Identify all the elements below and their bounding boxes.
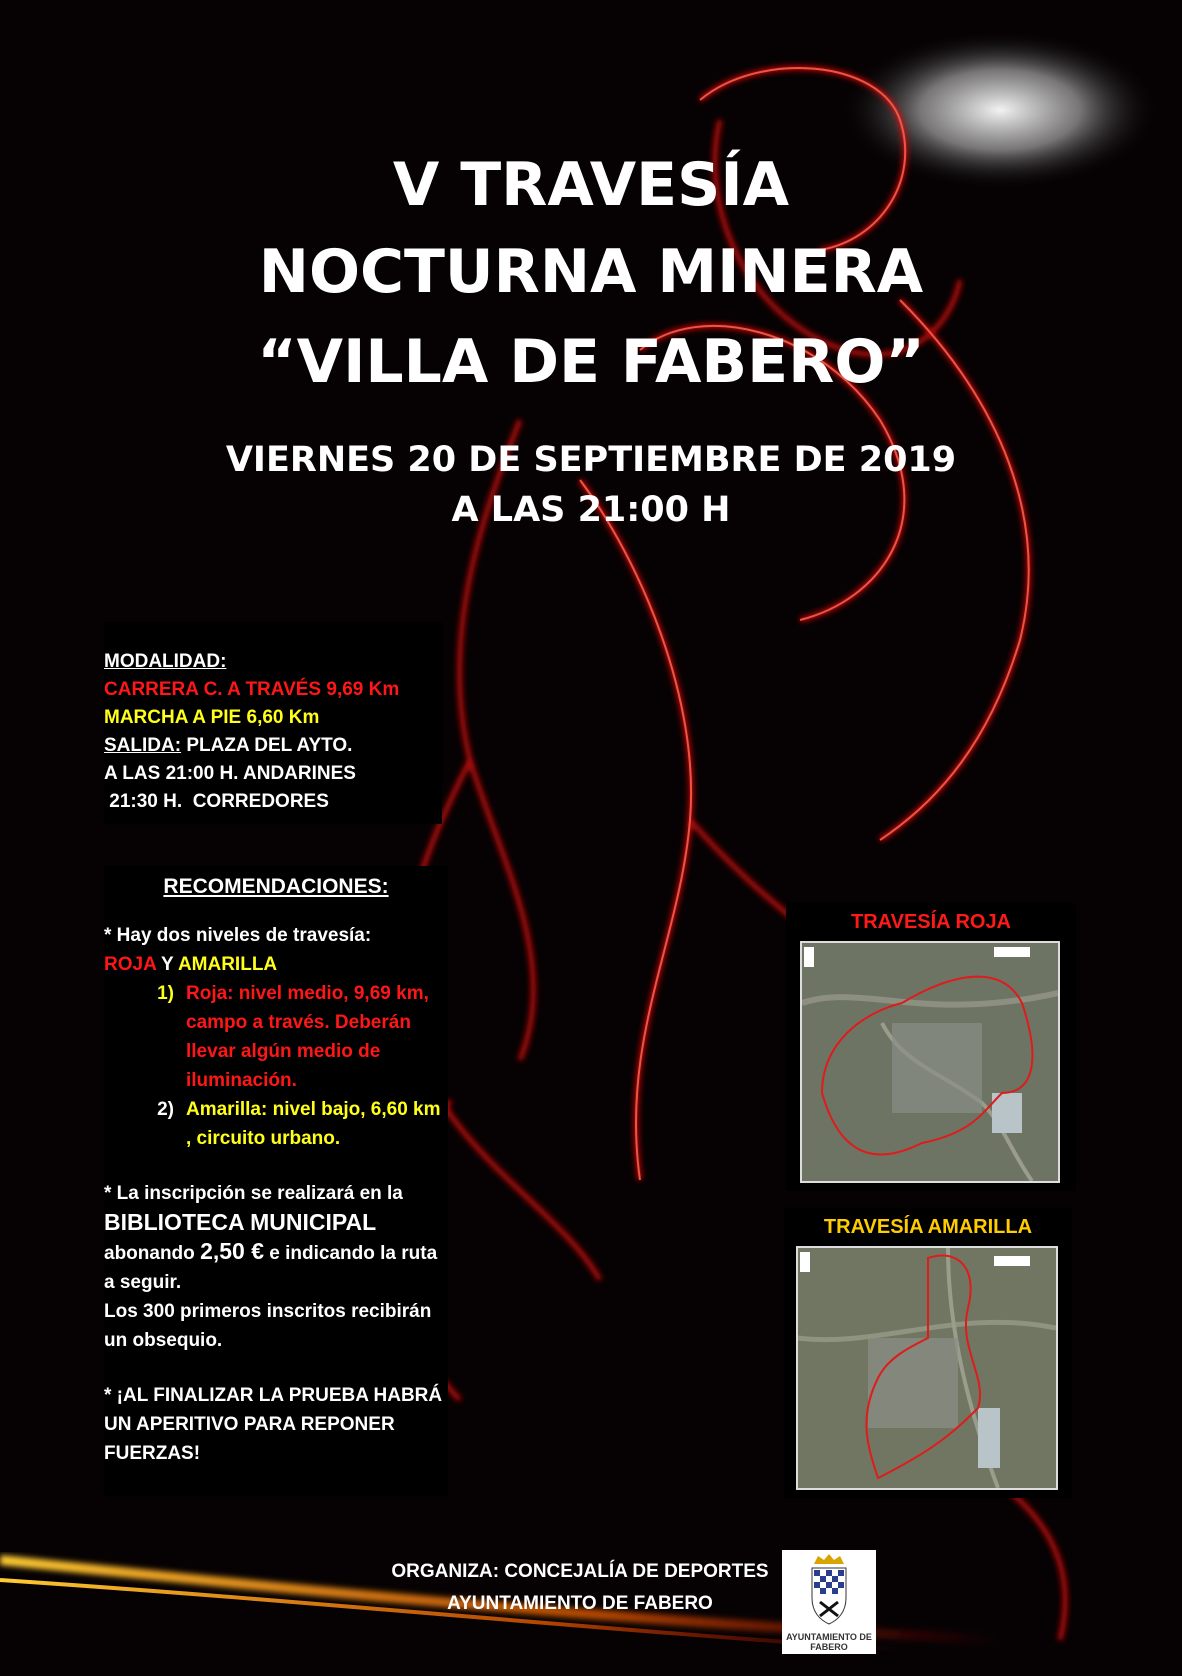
inscripcion-text: * La inscripción se realizará en la bbox=[104, 1183, 403, 1204]
modalidad-carrera: CARRERA C. A TRAVÉS 9,69 Km bbox=[104, 679, 400, 700]
modalidad-heading: MODALIDAD: bbox=[104, 651, 227, 672]
organizer-line-1: ORGANIZA: CONCEJALÍA DE DEPORTES bbox=[391, 1561, 769, 1582]
nivel-amarilla-item: 2) Amarilla: nivel bajo, 6,60 km , circuito urbano. bbox=[157, 1099, 441, 1149]
precio-text: abonando 2,50 € e indicando la ruta a seguir. bbox=[104, 1238, 438, 1293]
aperitivo-text: * ¡AL FINALIZAR LA PRUEBA HABRÁ UN APERITIVO PARA REPONER FUERZAS! bbox=[104, 1385, 443, 1464]
coat-of-arms-icon bbox=[782, 1550, 876, 1630]
title-line-2: NOCTURNA MINERA bbox=[258, 237, 924, 307]
logo-text: AYUNTAMIENTO DE FABERO bbox=[786, 1632, 872, 1652]
recomendaciones-box bbox=[104, 866, 448, 1496]
modalidad-box bbox=[104, 622, 442, 824]
recomendaciones-heading: RECOMENDACIONES: bbox=[163, 875, 389, 898]
map-box-amarilla bbox=[784, 1208, 1072, 1498]
event-time: A LAS 21:00 H bbox=[451, 490, 731, 530]
ayuntamiento-logo bbox=[782, 1550, 876, 1654]
biblioteca-text: BIBLIOTECA MUNICIPAL bbox=[104, 1209, 377, 1235]
map-title-amarilla: TRAVESÍA AMARILLA bbox=[823, 1216, 1033, 1238]
title-line-1: V TRAVESÍA bbox=[392, 150, 790, 220]
nivel-roja-item: 1) Roja: nivel medio, 9,69 km, campo a través. Deberán llevar algún medio de iluminación. bbox=[157, 983, 429, 1091]
niveles-intro: * Hay dos niveles de travesía: bbox=[104, 925, 372, 946]
modalidad-hora-corredores: 21:30 H. CORREDORES bbox=[104, 791, 329, 812]
map-roja-image bbox=[800, 941, 1060, 1183]
niveles-colors: ROJA Y AMARILLA bbox=[104, 954, 278, 975]
organizer-footer bbox=[300, 1556, 860, 1620]
map-title-roja: TRAVESÍA ROJA bbox=[850, 911, 1012, 933]
map-amarilla-image bbox=[796, 1246, 1058, 1490]
obsequio-text: Los 300 primeros inscritos recibirán un obsequio. bbox=[104, 1301, 432, 1351]
modalidad-hora-andarines: A LAS 21:00 H. ANDARINES bbox=[104, 763, 356, 784]
event-date: VIERNES 20 DE SEPTIEMBRE DE 2019 bbox=[225, 440, 957, 480]
title-line-3: “VILLA DE FABERO” bbox=[257, 327, 925, 397]
map-box-roja bbox=[786, 903, 1076, 1191]
organizer-line-2: AYUNTAMIENTO DE FABERO bbox=[447, 1593, 713, 1614]
modalidad-marcha: MARCHA A PIE 6,60 Km bbox=[104, 707, 320, 728]
modalidad-salida: SALIDA: PLAZA DEL AYTO. bbox=[104, 735, 353, 756]
